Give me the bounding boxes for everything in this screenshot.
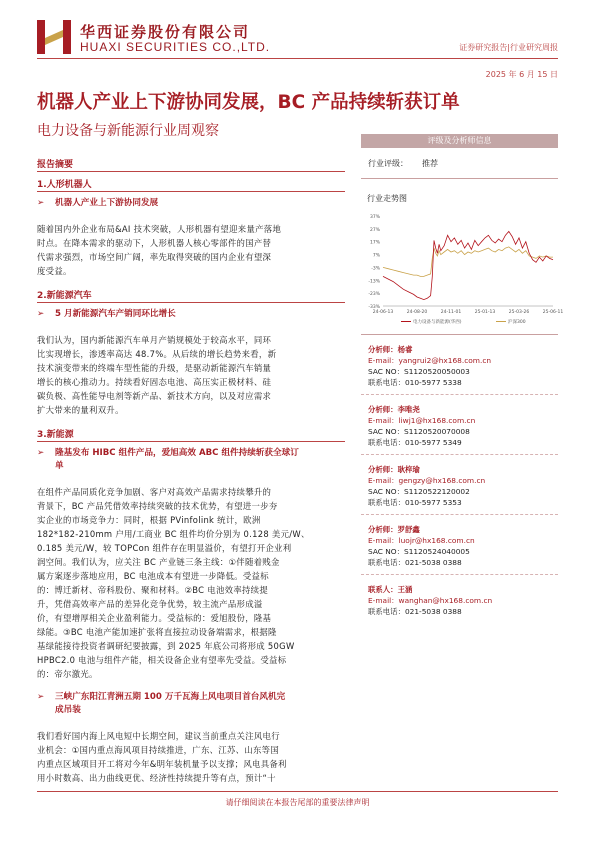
analyst-email[interactable]: E-mail：liwj1@hx168.com.cn xyxy=(368,416,476,425)
section-divider xyxy=(37,191,345,192)
legend-label: 沪深300 xyxy=(508,320,526,325)
huaxi-logo-icon xyxy=(37,20,71,54)
paragraph-line: 价，有望增厚相关企业盈利能力。受益标的：爱旭股份，隆基 xyxy=(37,613,272,623)
analyst-email[interactable]: E-mail：gengzy@hx168.com.cn xyxy=(368,476,486,485)
analyst-divider xyxy=(361,574,558,575)
analyst-sac: SAC NO：S1120524040005 xyxy=(368,547,470,556)
info-sidebar xyxy=(361,134,564,617)
paragraph-line: 我们认为，国内新能源汽车单月产销规模处于较高水平，同环 xyxy=(37,335,272,345)
analyst-divider xyxy=(361,454,558,455)
paragraph-line: HPBC2.0 电池与组件产能，相关设备企业有望率先受益。受益标 xyxy=(37,655,287,665)
x-tick-label: 24-08-20 xyxy=(406,310,428,315)
analyst-phone: 联系电话：021-5038 0388 xyxy=(368,558,462,567)
arrow-bullet-icon: ➢ xyxy=(37,448,45,458)
y-tick-label: -23% xyxy=(368,292,380,298)
paragraph-line: 随着国内外企业布局&AI 技术突破，人形机器有望迎来量产落地 xyxy=(37,224,282,234)
contact-phone: 联系电话：021-5038 0388 xyxy=(368,607,462,616)
x-tick-label: 25-01-13 xyxy=(474,310,496,315)
paragraph-line: 润空间。我们认为，应关注 BC 产业链三条主线：①伴随着贱金 xyxy=(37,557,280,567)
trend-chart-title: 行业走势图 xyxy=(367,194,407,203)
section-divider xyxy=(37,171,345,172)
paragraph-line: 属方案逐步落地应用，BC 电池成本有望进一步降低。受益标 xyxy=(37,571,269,581)
y-tick-label: -3% xyxy=(371,266,380,272)
analyst-sac: SAC NO：S1120522120002 xyxy=(368,487,470,496)
sidebar-divider xyxy=(361,334,558,335)
legend-label: 电力设备与新能源(华西) xyxy=(413,320,462,325)
summary-column xyxy=(37,157,345,795)
y-tick-label: -33% xyxy=(368,305,380,310)
topic-paragraph xyxy=(37,729,345,785)
contact-email[interactable]: E-mail：wanghan@hx168.com.cn xyxy=(368,596,493,605)
doc-type-label: 证券研究报告|行业研究周报 xyxy=(459,43,558,52)
topic-title-line: 成吊装 xyxy=(55,705,81,715)
analyst-divider xyxy=(361,394,558,395)
topic-title-line: 单 xyxy=(55,461,64,471)
x-tick-label: 25-06-11 xyxy=(542,310,564,315)
paragraph-line: 用小时数高、出力曲线更优、经济性持续提升等有点，预计“十 xyxy=(37,773,276,783)
y-tick-label: 37% xyxy=(369,215,380,220)
analyst-divider xyxy=(361,514,558,515)
analyst-name: 分析师：李唯尧 xyxy=(368,405,420,414)
paragraph-line: 内重点区域项目开工将对今年&明年装机量予以支撑；风电具备利 xyxy=(37,759,287,769)
analyst-card xyxy=(361,464,558,508)
paragraph-line: 0.185 美元/W，较 TOPCon 组件存在明显溢价，有望打开企业利 xyxy=(37,543,292,553)
arrow-bullet-icon: ➢ xyxy=(37,198,45,208)
contact-name: 联系人：王涵 xyxy=(368,585,413,594)
company-name-cn: 华西证券股份有限公司 xyxy=(80,23,251,41)
arrow-bullet-icon: ➢ xyxy=(37,309,45,319)
topic-paragraph xyxy=(37,333,345,417)
paragraph-line: 比实现增长，渗透率高达 48.7%。从后续的增长趋势来看，新 xyxy=(37,349,277,359)
paragraph-line: 实企业的市场竞争力：同时，根据 PVinfolink 统计，欧洲 xyxy=(37,515,261,525)
series-line xyxy=(383,231,553,299)
summary-heading: 报告摘要 xyxy=(37,160,74,170)
paragraph-line: 在组件产品同质化竞争加剧、客户对高效产品需求持续攀升的 xyxy=(37,487,272,497)
analyst-phone: 联系电话：010-5977 5353 xyxy=(368,498,462,507)
analyst-name: 分析师：罗舒鑫 xyxy=(368,525,420,534)
paragraph-line: 代需求强烈，市场空间广阔，率先取得突破的国内企业有望深 xyxy=(37,252,272,262)
analyst-card xyxy=(361,524,558,568)
paragraph-line: 扩大带来的量利双升。 xyxy=(37,405,124,415)
analyst-sac: SAC NO：S1120520070008 xyxy=(368,427,470,436)
industry-rating xyxy=(361,158,558,170)
contact-card xyxy=(361,584,558,617)
paragraph-line: 基绿能接待投资者调研纪要披露，到 2025 年底公司将形成 50GW xyxy=(37,641,295,651)
topic-title xyxy=(37,691,345,717)
report-date: 2025 年 6 月 15 日 xyxy=(485,70,558,79)
paragraph-line: 182*182-210mm 户用/工商业 BC 组件均价分别为 0.128 美元/W、 xyxy=(37,529,310,539)
section-divider xyxy=(37,302,345,303)
rating-header: 评级及分析师信息 xyxy=(361,134,558,148)
paragraph-line: 背景下，BC 产品凭借效率持续突破的技术优势，有望进一步夯 xyxy=(37,501,278,511)
y-tick-label: 27% xyxy=(369,227,380,233)
topic-paragraph xyxy=(37,222,345,278)
topic-title-text: 5 月新能源汽车产销同环比增长 xyxy=(55,309,176,319)
paragraph-line: 绿能。③BC 电池产能加速扩张将直接拉动设备端需求，根据隆 xyxy=(37,627,277,637)
footer-divider xyxy=(37,791,558,792)
paragraph-line: 度受益。 xyxy=(37,266,72,276)
y-tick-label: -13% xyxy=(368,279,380,285)
analyst-card xyxy=(361,404,558,448)
section-divider xyxy=(37,441,345,442)
analyst-email[interactable]: E-mail：yangrui2@hx168.com.cn xyxy=(368,356,492,365)
section-heading: 2.新能源汽车 xyxy=(37,291,92,301)
paragraph-line: 碳负极、高性能导电剂等新产品、新技术方向，以及对应需求 xyxy=(37,391,272,401)
trend-chart-svg xyxy=(361,210,564,330)
section-heading: 1.人形机器人 xyxy=(37,180,92,190)
section-heading: 3.新能源 xyxy=(37,430,74,440)
paragraph-line: 技术演变带来的终端车型性能的升级，是驱动新能源汽车销量 xyxy=(37,363,272,373)
rating-label: 行业评级： xyxy=(368,159,408,168)
legal-notice: 请仔细阅读在本报告尾部的重要法律声明 xyxy=(225,798,370,807)
trend-chart xyxy=(361,210,564,330)
arrow-bullet-icon: ➢ xyxy=(37,692,45,702)
topic-title xyxy=(37,447,345,473)
report-subtitle: 电力设备与新能源行业周观察 xyxy=(37,123,219,139)
paragraph-line: 我们看好国内海上风电短中长期空间，建议当前重点关注风电行 xyxy=(37,731,280,741)
paragraph-line: 业机会：①国内重点海风项目持续推进，广东、江苏、山东等国 xyxy=(37,745,280,755)
topic-title-text: 机器人产业上下游协同发展 xyxy=(55,198,159,208)
y-tick-label: 7% xyxy=(372,253,380,259)
x-tick-label: 24-06-13 xyxy=(372,310,394,315)
series-line xyxy=(383,247,553,277)
paragraph-line: 的：博迁新材、帝科股份、聚和材料。②BC 电池效率持续提 xyxy=(37,585,269,595)
paragraph-line: 升，凭借高效率产品的差异化竞争优势，较主流产品形成溢 xyxy=(37,599,263,609)
topic-title-line: 隆基发布 HIBC 组件产品，爱旭高效 ABC 组件持续斩获全球订 xyxy=(55,448,299,458)
paragraph-line: 增长的核心推动力。持续看好固态电池、高压实正极材料、硅 xyxy=(37,377,272,387)
header-divider xyxy=(37,58,558,59)
x-tick-label: 25-03-26 xyxy=(508,310,530,315)
analyst-card xyxy=(361,344,558,388)
company-name-en: HUAXI SECURITIES CO.,LTD. xyxy=(80,40,271,54)
x-tick-label: 24-11-01 xyxy=(440,310,462,315)
rating-value: 推荐 xyxy=(422,159,438,168)
analyst-sac: SAC NO：S1120520050003 xyxy=(368,367,470,376)
topic-title-line: 三峡广东阳江青洲五期 100 万千瓦海上风电项目首台风机完 xyxy=(55,692,286,702)
topic-title xyxy=(37,197,345,210)
analyst-email[interactable]: E-mail：luojr@hx168.com.cn xyxy=(368,536,475,545)
paragraph-line: 时点。在降本需求的驱动下，人形机器人核心零部件的国产替 xyxy=(37,238,272,248)
sidebar-divider xyxy=(361,178,558,179)
topic-paragraph xyxy=(37,485,345,681)
topic-title xyxy=(37,308,345,321)
paragraph-line: 的：帝尔激光。 xyxy=(37,669,98,679)
analyst-phone: 联系电话：010-5977 5349 xyxy=(368,438,462,447)
analyst-name: 分析师：杨睿 xyxy=(368,345,413,354)
analyst-phone: 联系电话：010-5977 5338 xyxy=(368,378,462,387)
report-title: 机器人产业上下游协同发展，BC 产品持续斩获订单 xyxy=(37,92,460,113)
y-tick-label: 17% xyxy=(369,240,380,246)
analyst-name: 分析师：耿梓瑜 xyxy=(368,465,420,474)
